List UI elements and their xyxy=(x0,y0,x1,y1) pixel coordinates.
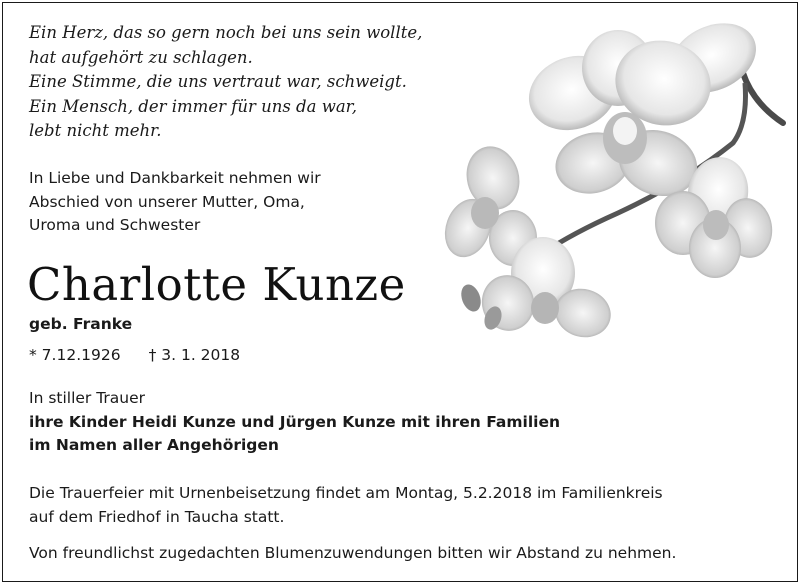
mourners-relatives: im Namen aller Angehörigen xyxy=(29,436,279,454)
service-line: Die Trauerfeier mit Urnenbeisetzung findet am Montag, 5.2.2018 im Familienkreis xyxy=(29,484,663,502)
life-dates xyxy=(29,346,240,364)
orchid-branch-icon xyxy=(433,13,793,343)
poem-line: Ein Herz, das so gern noch bei uns sein wollte, xyxy=(29,23,423,42)
deceased-name: Charlotte Kunze xyxy=(27,258,406,311)
flowers-note: Von freundlichst zugedachten Blumenzuwendungen bitten wir Abstand zu nehmen. xyxy=(29,544,677,562)
service-line: auf dem Friedhof in Taucha statt. xyxy=(29,507,285,526)
poem xyxy=(29,21,422,144)
poem-line: hat aufgehört zu schlagen. xyxy=(29,47,253,67)
poem-line: lebt nicht mehr. xyxy=(29,121,162,140)
mourners-names: ihre Kinder Heidi Kunze und Jürgen Kunze mit ihren Familien xyxy=(29,412,561,431)
intro-line: In Liebe und Dankbarkeit nehmen wir xyxy=(29,169,321,187)
mourners-intro: In stiller Trauer xyxy=(29,389,146,407)
maiden-name: geb. Franke xyxy=(29,315,133,333)
mourners-block xyxy=(29,387,560,458)
obituary-card xyxy=(2,2,798,582)
poem-line: Eine Stimme, die uns vertraut war, schweigt. xyxy=(29,72,407,91)
poem-line: Ein Mensch, der immer für uns da war, xyxy=(29,96,357,116)
death-date: † 3. 1. 2018 xyxy=(148,346,241,364)
birth-date: * 7.12.1926 xyxy=(29,346,121,364)
farewell-intro xyxy=(29,167,321,238)
intro-line: Uroma und Schwester xyxy=(29,216,201,234)
service-info xyxy=(29,482,663,529)
intro-line: Abschied von unserer Mutter, Oma, xyxy=(29,192,305,211)
